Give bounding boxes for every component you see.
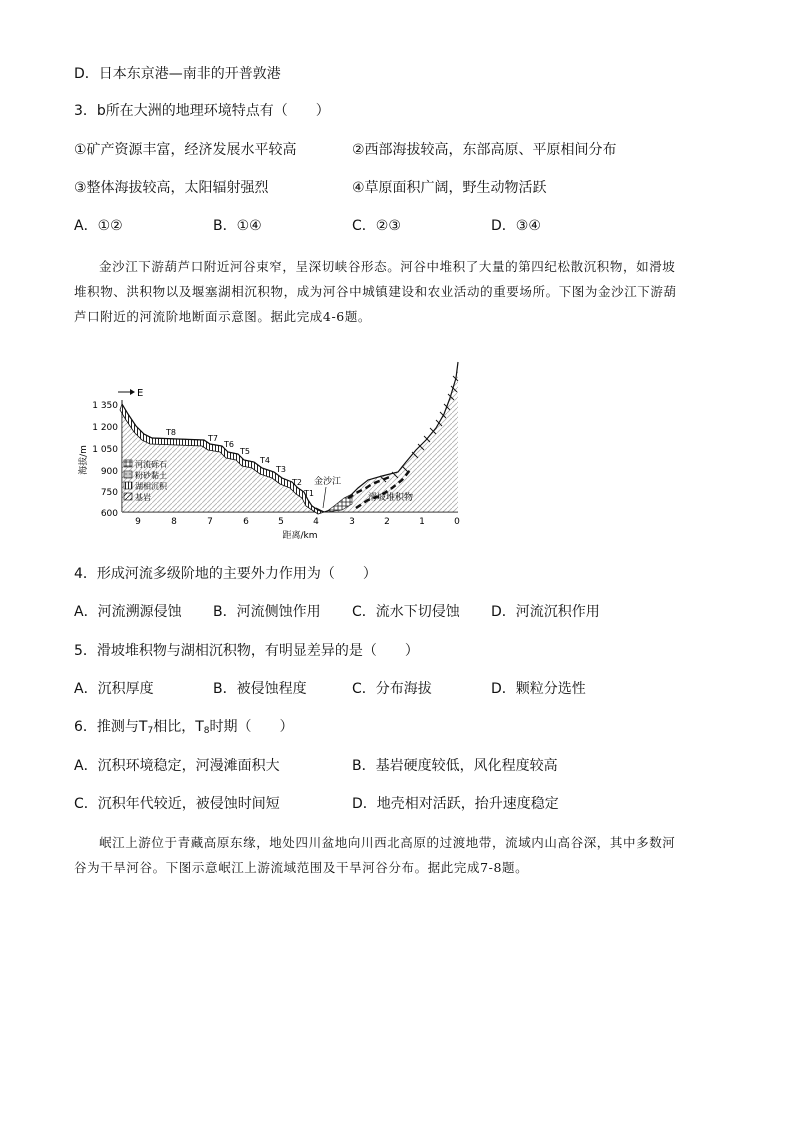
x-tick-7: 7 [207, 517, 213, 527]
passage-minjiang [74, 830, 724, 880]
river-label: 金沙江 [314, 477, 342, 487]
x-tick-5: 5 [278, 517, 284, 527]
terrace-label-t6: T6 [224, 440, 234, 449]
legend-label-bedrock: 基岩 [135, 493, 151, 502]
q4-option-d: D．河流沉积作用 [491, 604, 600, 620]
q6-option-c: C．沉积年代较近，被侵蚀时间短 [74, 796, 280, 812]
passage-jinsha [74, 254, 724, 329]
terrace-label-t2: T2 [292, 478, 302, 487]
x-tick-9: 9 [135, 517, 141, 527]
terrace-label-t4: T4 [260, 456, 270, 465]
direction-label: E [137, 388, 144, 399]
q6-option-a: A．沉积环境稳定，河漫滩面积大 [74, 758, 280, 774]
legend-label-silt: 粉砂黏土 [135, 471, 167, 480]
q4-option-b: B．河流侧蚀作用 [213, 604, 321, 620]
x-axis-label: 距离/km [282, 531, 318, 541]
q3-item-4: ④草原面积广阔，野生动物活跃 [352, 180, 547, 196]
y-tick-750: 750 [100, 488, 118, 498]
passage-jinsha-line-2: 堆积物、洪积物以及堰塞湖相沉积物，成为河谷中城镇建设和农业活动的重要场所。下图为金沙江下游葫 [74, 284, 677, 299]
q5-option-a: A．沉积厚度 [74, 681, 154, 697]
q5-stem: 5．滑坡堆积物与湖相沉积物，有明显差异的是（ ） [74, 643, 419, 659]
y-tick-1200: 1 200 [92, 423, 118, 433]
x-tick-4: 4 [313, 517, 319, 527]
q6-stem-sub-a: 7 [147, 726, 154, 736]
terrace-label-t8: T8 [166, 428, 176, 437]
passage-minjiang-line-1: 岷江上游位于青藏高原东缘，地处四川盆地向川西北高原的过渡地带，流域内山高谷深，其中多数河 [99, 835, 676, 850]
q3-stem: 3．b所在大洲的地理环境特点有（ ） [74, 103, 330, 119]
passage-minjiang-line-2: 谷为干旱河谷。下图示意岷江上游流域范围及干旱河谷分布。据此完成7-8题。 [74, 860, 529, 875]
y-ticks [92, 401, 118, 519]
q6-stem-part-a: 6．推测与T [74, 719, 148, 735]
q2-option-d: D．日本东京港—南非的开普敦港 [74, 66, 281, 82]
y-tick-1350: 1 350 [92, 401, 118, 411]
x-tick-8: 8 [171, 517, 177, 527]
q3-item-2: ②西部海拔较高，东部高原、平原相间分布 [352, 142, 617, 158]
legend-swatch-bedrock [124, 493, 132, 500]
legend-label-lake: 湖相沉积 [135, 482, 167, 491]
q4-stem: 4．形成河流多级阶地的主要外力作用为（ ） [74, 566, 377, 582]
q6-option-d: D．地壳相对活跃，抬升速度稳定 [352, 796, 559, 812]
y-axis-label: 海拔/m [79, 445, 89, 475]
q3-option-b: B．①④ [213, 218, 262, 234]
q3-option-a: A．①② [74, 218, 123, 234]
terrace-label-t1: T1 [304, 489, 314, 498]
legend-label-gravel: 河流砾石 [135, 460, 167, 469]
terrace-label-t5: T5 [240, 447, 250, 456]
x-tick-1: 1 [419, 517, 425, 527]
x-tick-0: 0 [454, 517, 460, 527]
q4-option-a: A．河流溯源侵蚀 [74, 604, 182, 620]
x-tick-6: 6 [243, 517, 249, 527]
q6-stem-part-b: 相比，T [153, 719, 204, 735]
y-tick-1050: 1 050 [92, 445, 118, 455]
left-slope-bedrock [122, 404, 324, 512]
y-tick-600: 600 [100, 509, 118, 519]
legend-swatch-silt [124, 471, 132, 478]
terrace-label-t3: T3 [276, 465, 286, 474]
q3-option-c: C．②③ [352, 218, 401, 234]
x-tick-2: 2 [384, 517, 390, 527]
q6-stem-part-c: 时期（ ） [209, 719, 294, 735]
q3-option-d: D．③④ [491, 218, 541, 234]
q3-item-1: ①矿产资源丰富，经济发展水平较高 [74, 142, 297, 158]
landslide-label: 滑坡堆积物 [368, 493, 414, 503]
q4-option-c: C．流水下切侵蚀 [352, 604, 460, 620]
passage-jinsha-line-3: 芦口附近的河流阶地断面示意图。据此完成4-6题。 [74, 309, 372, 324]
right-slope-bedrock [328, 362, 458, 512]
legend-swatch-gravel [124, 460, 132, 467]
x-ticks [135, 517, 460, 527]
legend-swatch-lake [124, 482, 132, 489]
q3-item-3: ③整体海拔较高，太阳辐射强烈 [74, 180, 269, 196]
river-label-leader [323, 487, 326, 508]
q6-stem-sub-b: 8 [203, 726, 210, 736]
y-tick-900: 900 [100, 467, 118, 477]
q5-option-b: B．被侵蚀程度 [213, 681, 307, 697]
q6-option-b: B．基岩硬度较低，风化程度较高 [352, 758, 558, 774]
q5-option-d: D．颗粒分选性 [491, 681, 586, 697]
river-terrace-cross-section [79, 348, 472, 548]
passage-jinsha-line-1: 金沙江下游葫芦口附近河谷束窄，呈深切峡谷形态。河谷中堆积了大量的第四纪松散沉积物，如滑坡 [99, 259, 676, 274]
direction-arrow-head [130, 389, 135, 395]
q6-stem [74, 717, 294, 741]
x-tick-3: 3 [349, 517, 355, 527]
q5-option-c: C．分布海拔 [352, 681, 432, 697]
terrace-label-t7: T7 [208, 434, 218, 443]
